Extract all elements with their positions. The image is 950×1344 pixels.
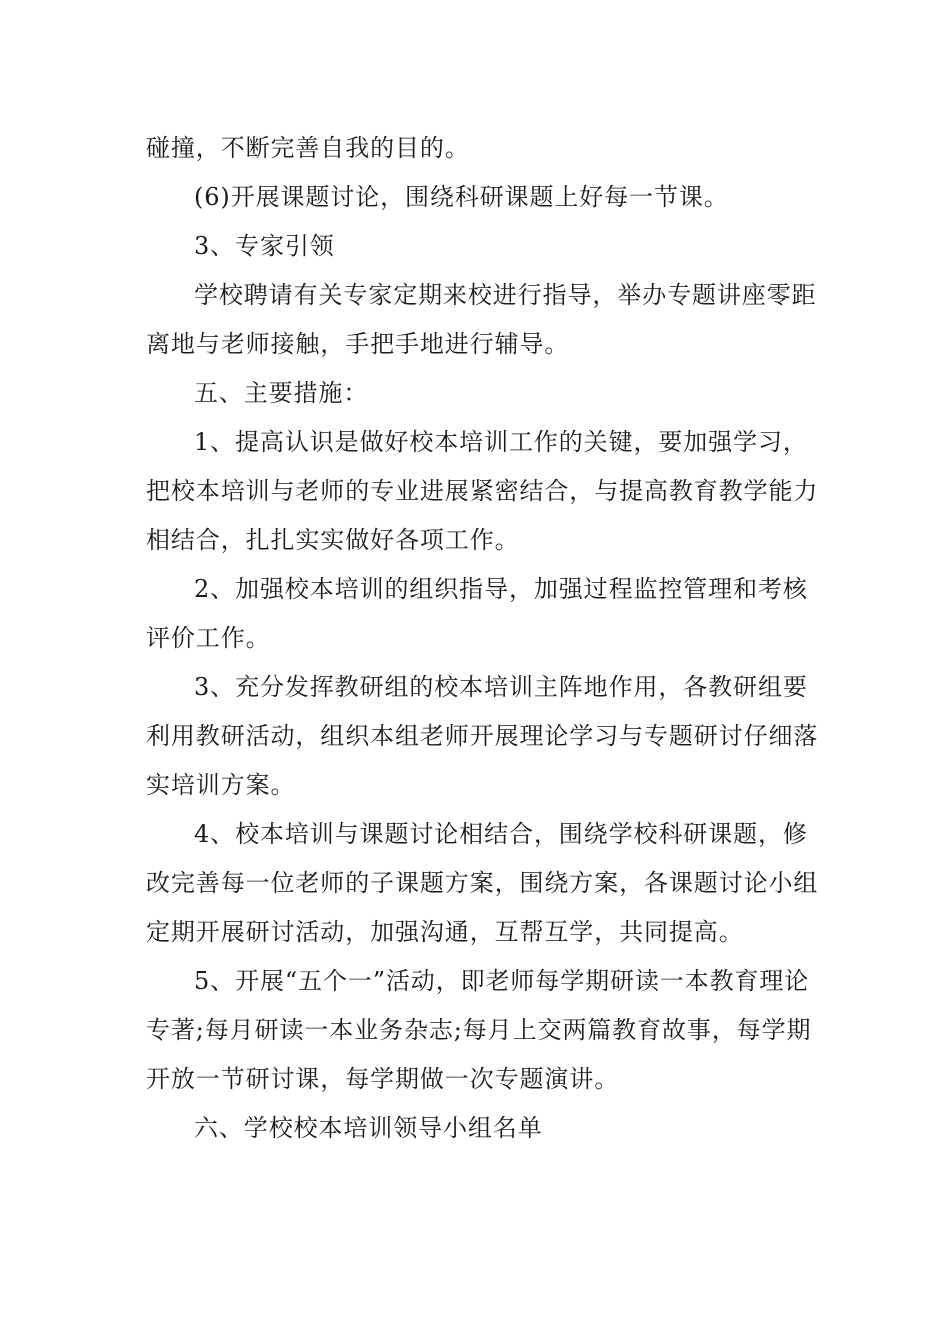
paragraph: 2、加强校本培训的组织指导，加强过程监控管理和考核评价工作。 <box>146 575 808 652</box>
section-heading: 五、主要措施： <box>194 379 369 407</box>
paragraph: 5、开展“五个一”活动，即老师每学期研读一本教育理论专著;每月研读一本业务杂志;每月上交两篇教育故事，每学期开放一节研讨课，每学期做一次专题演讲。 <box>146 967 812 1093</box>
section-heading: 六、学校校本培训领导小组名单 <box>194 1114 543 1142</box>
paragraph: 1、提高认识是做好校本培训工作的关键，要加强学习，把校本培训与老师的专业进展紧密结合，与提高教育教学能力相结合，扎扎实实做好各项工作。 <box>146 428 819 554</box>
paragraph: 碰撞，不断完善自我的目的。 <box>146 134 470 162</box>
section-heading: 3、专家引领 <box>194 232 335 260</box>
paragraph: 3、充分发挥教研组的校本培训主阵地作用，各教研组要利用教研活动，组织本组老师开展理论学习与专题研讨仔细落实培训方案。 <box>146 673 819 799</box>
paragraph: (6)开展课题讨论，围绕科研课题上好每一节课。 <box>194 183 729 211</box>
paragraph: 4、校本培训与课题讨论相结合，围绕学校科研课题，修改完善每一位老师的子课题方案，围绕方案，各课题讨论小组定期开展研讨活动，加强沟通，互帮互学，共同提高。 <box>146 820 819 946</box>
paragraph: 学校聘请有关专家定期来校进行指导，举办专题讲座零距离地与老师接触，手把手地进行辅导。 <box>146 281 817 358</box>
document-body <box>146 124 826 1153</box>
